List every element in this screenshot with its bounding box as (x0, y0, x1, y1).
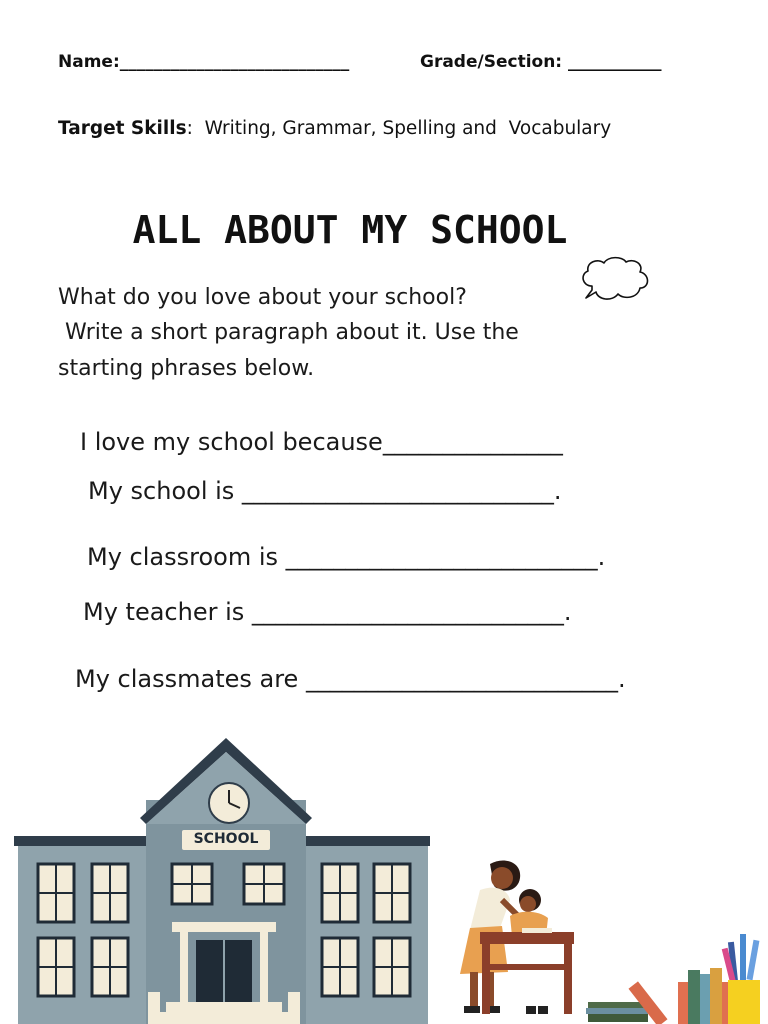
school-building-illustration (0, 730, 440, 1024)
school-sign: SCHOOL (193, 831, 259, 847)
phrase-love-school[interactable]: I love my school because_______________ (80, 428, 563, 456)
target-skills (58, 118, 611, 139)
books-supplies-illustration (584, 928, 768, 1024)
instruction-line-2: Write a short paragraph about it. Use the (58, 320, 519, 345)
phrase-my-classroom[interactable]: My classroom is __________________________. (87, 543, 606, 571)
instruction-line-3: starting phrases below. (58, 356, 315, 381)
target-skills-value: Writing, Grammar, Spelling and Vocabulary (204, 118, 612, 139)
phrase-my-teacher[interactable]: My teacher is __________________________. (83, 598, 572, 626)
grade-section-field[interactable]: Grade/Section: ___________ (420, 52, 662, 72)
name-field[interactable]: Name:___________________________ (58, 52, 350, 72)
phrase-my-school[interactable]: My school is __________________________. (88, 477, 562, 505)
instruction-line-1: What do you love about your school? (58, 285, 467, 310)
target-skills-label: Target Skills (58, 118, 187, 139)
target-skills-separator: : (186, 118, 205, 139)
teacher-student-illustration (430, 856, 580, 1024)
speech-bubble-icon (578, 256, 653, 306)
page-title: ALL ABOUT MY SCHOOL (132, 208, 568, 252)
phrase-my-classmates[interactable]: My classmates are __________________________. (75, 665, 626, 693)
